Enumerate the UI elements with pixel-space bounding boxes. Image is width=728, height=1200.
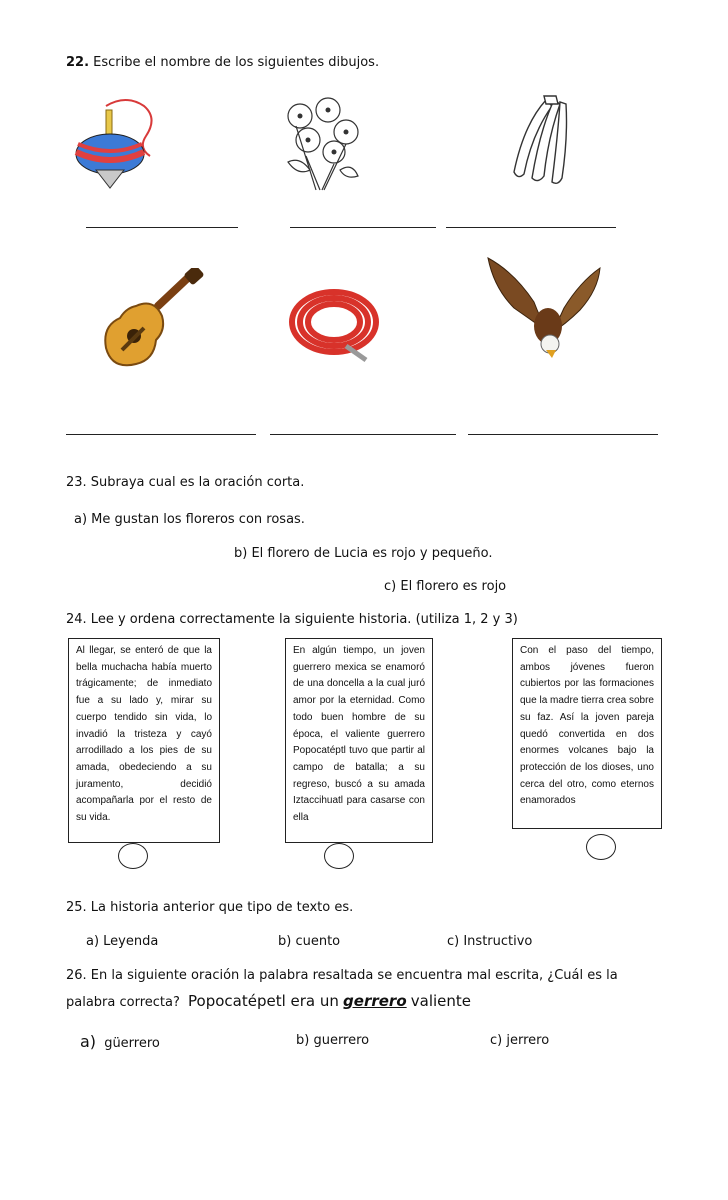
q24-prompt: 24. Lee y ordena correctamente la siguiente historia. (utiliza 1, 2 y 3) xyxy=(66,612,518,627)
q22-text: Escribe el nombre de los siguientes dibujos. xyxy=(93,55,380,70)
q26-option-a-text: güerrero xyxy=(104,1036,160,1051)
q26-option-c[interactable]: c) jerrero xyxy=(490,1033,550,1048)
q23-option-a[interactable]: a) Me gustan los floreros con rosas. xyxy=(74,512,305,527)
story-box-3: Con el paso del tiempo, ambos jóvenes fueron cubiertos por las formaciones que la madre tierra crea sobre su faz. Así la joven pareja quedó convertida en dos enormes volcanes bajo la protección de los dioses, uno cerca del otro, como eternos enamorados xyxy=(512,638,662,829)
q23-prompt: 23. Subraya cual es la oración corta. xyxy=(66,475,305,490)
q26-option-b[interactable]: b) guerrero xyxy=(296,1033,370,1048)
q25-option-b[interactable]: b) cuento xyxy=(278,934,341,949)
flowers-picture xyxy=(276,96,364,194)
q26-prompt: 26. En la siguiente oración la palabra resaltada se encuentra mal escrita, ¿Cuál es la xyxy=(66,968,618,983)
q26-prompt-line2 xyxy=(66,992,471,1010)
answer-blank[interactable] xyxy=(446,227,616,228)
q22-number: 22. xyxy=(66,55,90,70)
order-circle-2[interactable] xyxy=(324,843,354,869)
q26-option-a-letter: a) xyxy=(80,1032,97,1051)
story-box-1: Al llegar, se enteró de que la bella muchacha había muerto trágicamente; de inmediato fue a su lado y, mirar su cuerpo tendido sin vida, lo invadió la tristeza y cayó arrodillado a los pies de su amada, obedeciendo a su juramento, decidió acompañarla por el resto de su vida. xyxy=(68,638,220,843)
q26-sentence-end: valiente xyxy=(410,992,472,1010)
hose-picture xyxy=(286,282,386,368)
q23-option-c[interactable]: c) El florero es rojo xyxy=(384,579,507,594)
q22-heading xyxy=(66,55,379,70)
q25-option-c[interactable]: c) Instructivo xyxy=(447,934,533,949)
answer-blank[interactable] xyxy=(290,227,436,228)
order-circle-3[interactable] xyxy=(586,834,616,860)
q26-misspelled-word: gerrero xyxy=(343,992,407,1010)
order-circle-1[interactable] xyxy=(118,843,148,869)
eagle-picture xyxy=(484,252,604,362)
q26-sentence-start: Popocatépetl era un xyxy=(188,992,339,1010)
q25-prompt: 25. La historia anterior que tipo de texto es. xyxy=(66,900,354,915)
q25-option-a[interactable]: a) Leyenda xyxy=(86,934,159,949)
spinning-top-picture xyxy=(66,96,166,192)
guitar-picture xyxy=(96,268,206,372)
q23-option-b[interactable]: b) El florero de Lucia es rojo y pequeño. xyxy=(234,546,493,561)
q26-option-a[interactable] xyxy=(80,1032,160,1051)
answer-blank[interactable] xyxy=(468,434,658,435)
q26-prompt-continued: palabra correcta? xyxy=(66,995,180,1010)
story-box-2: En algún tiempo, un joven guerrero mexica se enamoró de una doncella a la cual juró amor por la eternidad. Como todo buen hombre de su época, el valiente guerrero Popocatéptl tuvo que partir al campo de batalla; a su regreso, buscó a su amada Iztaccihuatl para casarse con ella xyxy=(285,638,433,843)
bananas-picture xyxy=(496,94,578,190)
answer-blank[interactable] xyxy=(270,434,456,435)
answer-blank[interactable] xyxy=(86,227,238,228)
answer-blank[interactable] xyxy=(66,434,256,435)
